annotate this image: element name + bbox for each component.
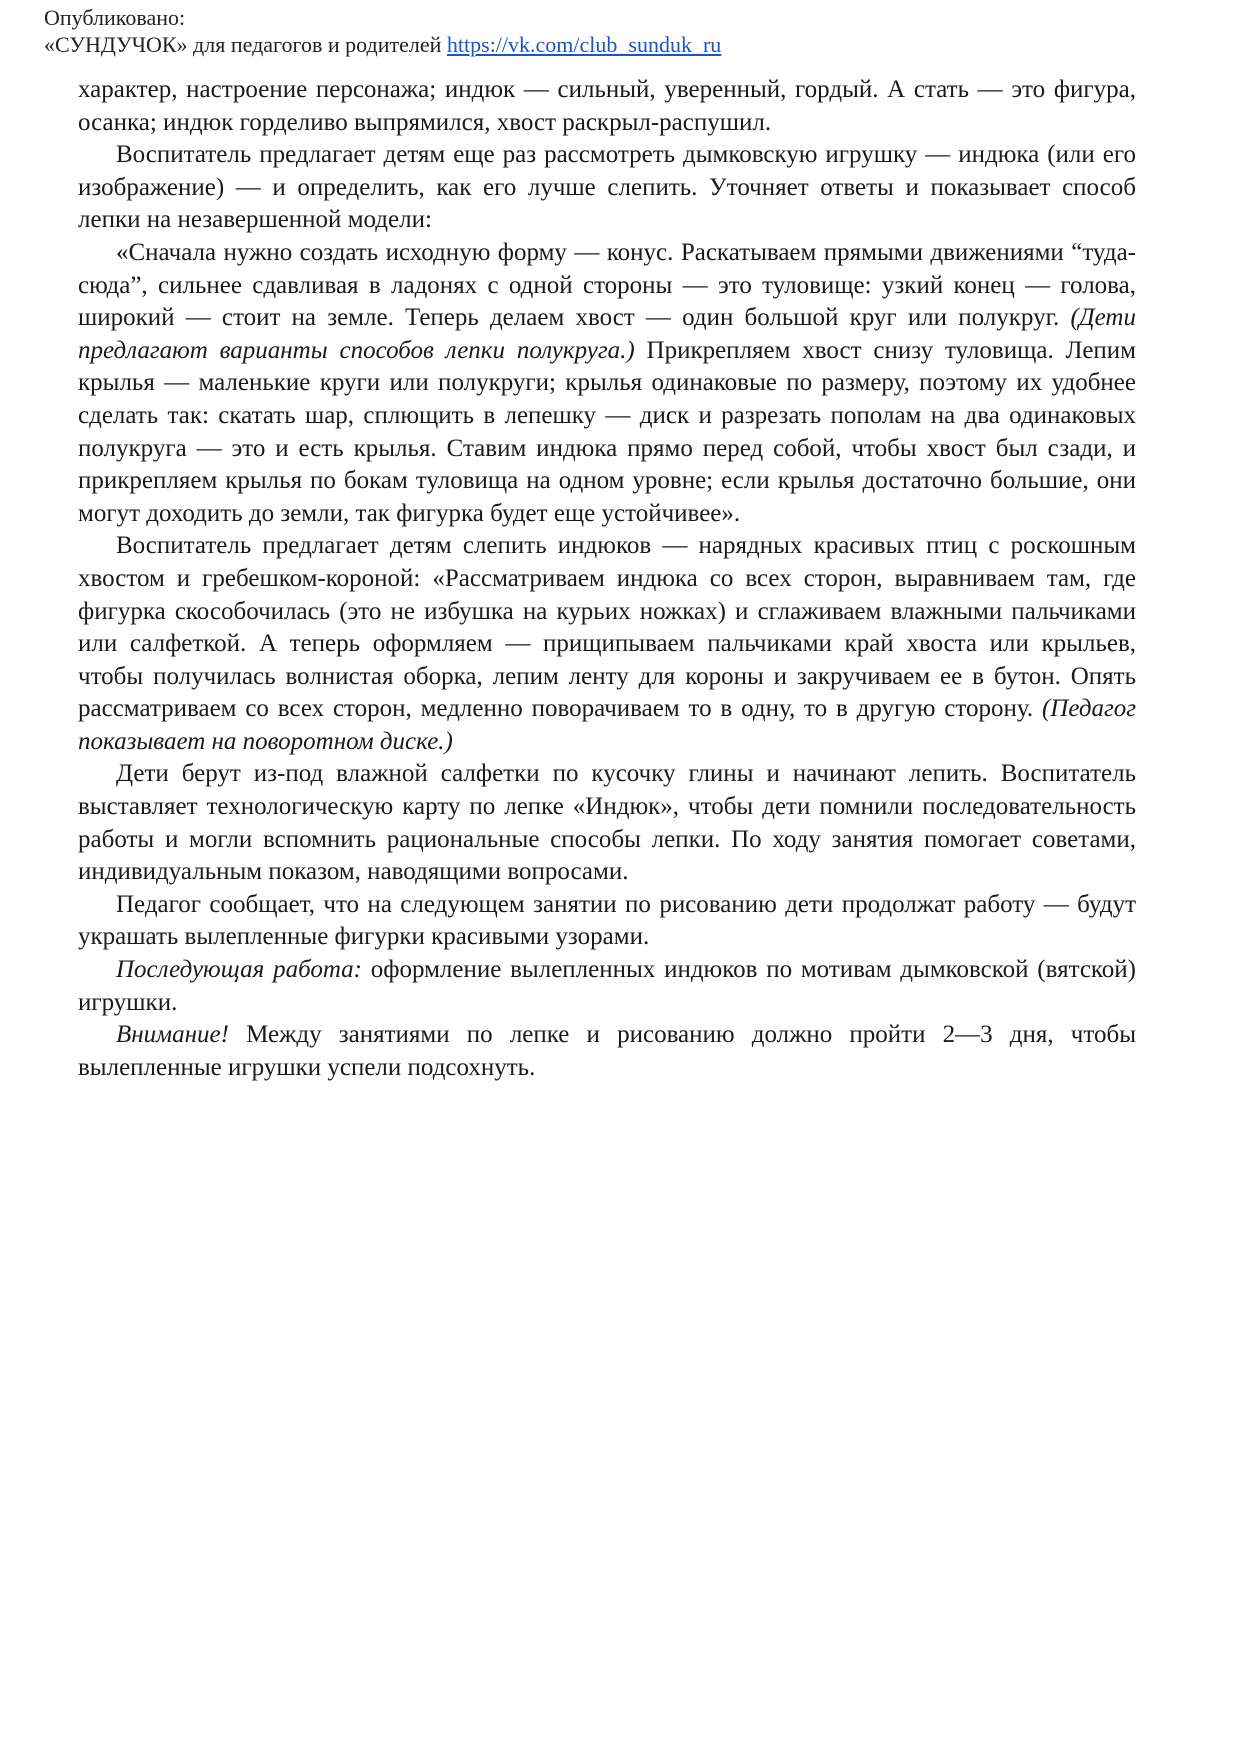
paragraph-3-italic: (Дети предлагают варианты способов лепки полукруга.) [78, 304, 1136, 364]
document-body [78, 74, 1136, 1084]
published-label: Опубликовано: [44, 5, 186, 30]
paragraph-1: характер, настроение персонажа; индюк — сильный, уверенный, гордый. А стать — это фигура, осанка; индюк горделиво выпрямился, хвост раскрыл-распушил. [78, 76, 1136, 136]
paragraph-2: Воспитатель предлагает детям еще раз рассмотреть дымковскую игрушку — индюка (или его изображение) — и определить, как его лучше слепить. Уточняет ответы и показывает способ лепки на незавершенной модели: [78, 141, 1136, 234]
paragraph-4-text: Воспитатель предлагает детям слепить индюков — нарядных красивых птиц с роскошным хвостом и гребешком-короной: «Рассматриваем индюка со всех сторон, выравниваем там, где фигурка скособочилась (это не избушка на курьих ножках) и сглаживаем влажными пальчиками или салфеткой. А теперь оформляем — прищипываем пальчиками край хвоста или крыльев, чтобы получилась волнистая оборка, лепим ленту для короны и закручиваем ее в бутон. Опять рассматриваем со всех сторон, медленно поворачиваем то в одну, то в другую сторону. [78, 532, 1136, 723]
paragraph-7 [78, 954, 1136, 1019]
source-name: «СУНДУЧОК» для педагогов и родителей [44, 32, 442, 57]
source-link[interactable]: https://vk.com/club_sunduk_ru [446, 32, 722, 57]
paragraph-4 [78, 530, 1136, 758]
publication-header [44, 4, 721, 58]
paragraph-3-text-c: Прикрепляем хвост снизу туловища. Лепим крылья — маленькие круги или полукруги; крылья одинаковые по размеру, поэтому их удобнее сделать так: скатать шар, сплющить в лепешку — диск и разрезать пополам на два одинаковых полукруга — это и есть крылья. Ставим индюка прямо перед собой, чтобы хвост был сзади, и прикрепляем крылья по бокам туловища на одном уровне; если крылья достаточно большие, они могут доходить до земли, так фигурка будет еще устойчивее». [78, 336, 1136, 527]
paragraph-7-text: оформление вылепленных индюков по мотивам дымковской (вятской) игрушки. [78, 956, 1137, 1016]
paragraph-7-label: Последующая работа: [116, 956, 363, 984]
paragraph-3-text-a: «Сначала нужно создать исходную форму — конус. Раскатываем прямыми движениями “туда-сюда”, сильнее сдавливая в ладонях с одной стороны — это туловище: узкий конец — голова, широкий — стоит на земле. Теперь делаем хвост — один большой круг или полукруг. [78, 238, 1136, 332]
paragraph-6: Педагог сообщает, что на следующем занятии по рисованию дети продолжат работу — будут украшать вылепленные фигурки красивыми узорами. [78, 890, 1136, 951]
source-line [44, 31, 721, 58]
paragraph-8-text: Между занятиями по лепке и рисованию должно пройти 2—3 дня, чтобы вылепленные игрушки успели подсохнуть. [78, 1021, 1136, 1081]
paragraph-5: Дети берут из-под влажной салфетки по кусочку глины и начинают лепить. Воспитатель выставляет технологическую карту по лепке «Индюк», чтобы дети помнили последовательность работы и могли вспомнить рациональные способы лепки. По ходу занятия помогает советами, индивидуальным показом, наводящими вопросами. [78, 760, 1136, 886]
paragraph-3 [78, 237, 1136, 530]
paragraph-8 [78, 1019, 1136, 1084]
paragraph-4-italic: (Педагог показывает на поворотном диске.) [78, 695, 1136, 755]
paragraph-8-label: Внимание! [116, 1021, 229, 1049]
